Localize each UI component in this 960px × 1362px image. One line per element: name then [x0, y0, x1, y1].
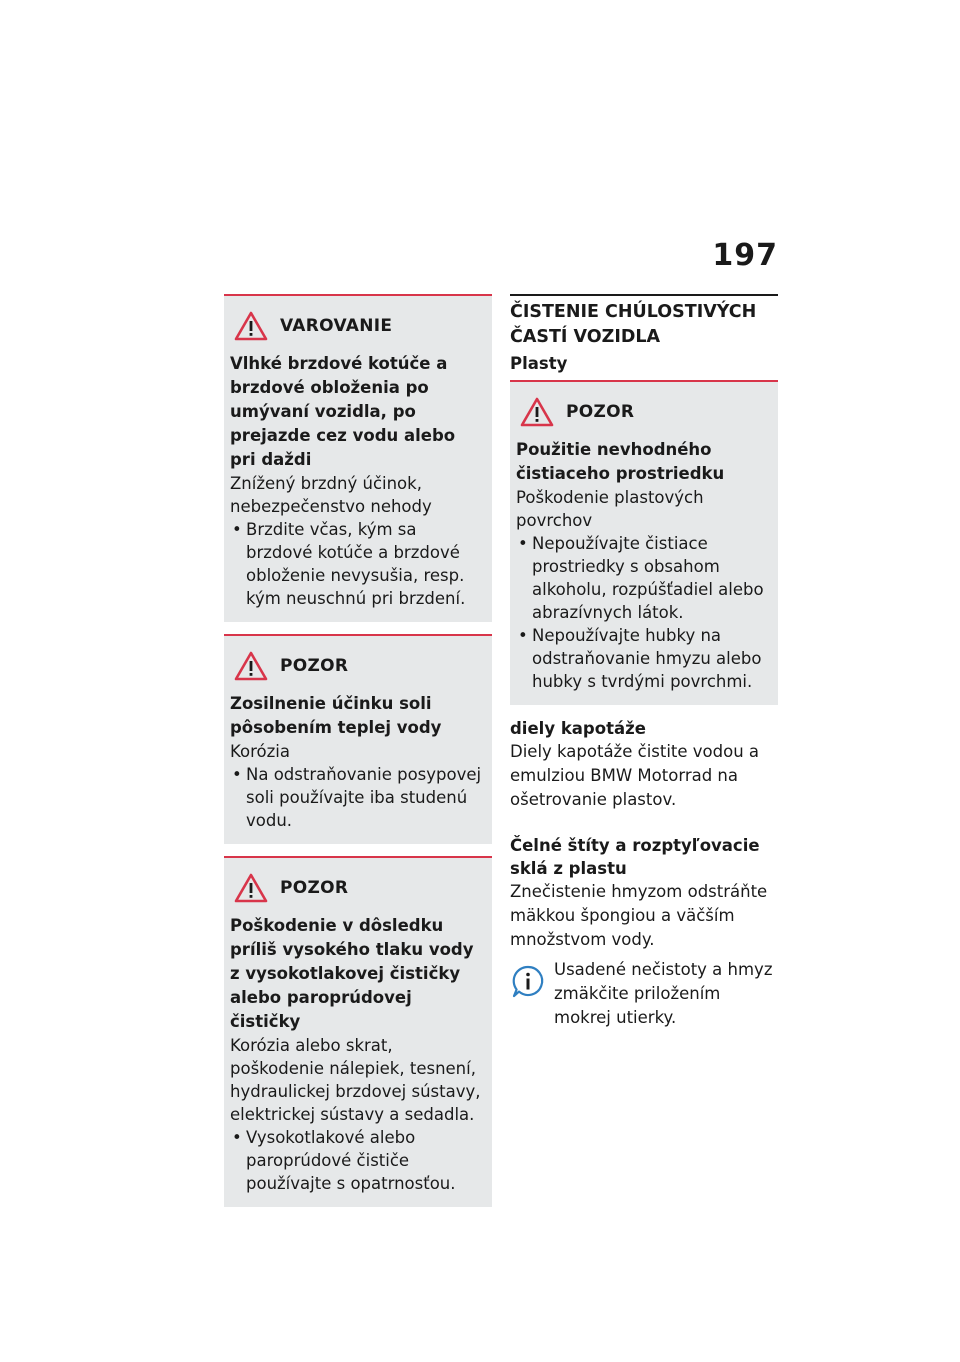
caution-bullets: [230, 763, 486, 832]
caution-box: [510, 380, 778, 705]
caution-title: Použitie nevhodného čistiaceho prostriedku: [516, 440, 725, 483]
warning-triangle-icon: [520, 397, 554, 427]
caution-title: Zosilnenie účinku soli pôsobením teplej vody: [230, 694, 442, 737]
subsection-title: Plasty: [510, 354, 568, 373]
warning-triangle-icon: [234, 651, 268, 681]
paragraph-text: Diely kapotáže čistite vodou a emulziou BMW Motorrad na ošetrovanie plastov.: [510, 742, 760, 809]
caution-label: POZOR: [566, 402, 635, 422]
caution-label: POZOR: [280, 656, 349, 676]
caution-text: Korózia alebo skrat, poškodenie nálepiek, tesnení, hydraulickej brzdovej sústavy, elektrickej sústavy a sedadla.: [230, 1036, 481, 1124]
info-text: Usadené nečistoty a hmyz zmäkčite priložením mokrej utierky.: [554, 960, 773, 1027]
warning-text: Znížený brzdný účinok, nebezpečenstvo nehody: [230, 474, 432, 516]
caution-text: Poškodenie plastových povrchov: [516, 488, 704, 530]
paragraph-text: Znečistenie hmyzom odstráňte mäkkou špongiou a väčším množstvom vody.: [510, 882, 768, 949]
caution-title: Poškodenie v dôsledku príliš vysokého tlaku vody z vysokotlakovej čističky alebo paroprúdovej čističky: [230, 916, 474, 1031]
caution-bullets: [230, 1126, 486, 1195]
warning-triangle-icon: [234, 873, 268, 903]
caution-box: [224, 634, 492, 844]
bullet-item: • Nepoužívajte hubky na odstraňovanie hmyzu alebo hubky s tvrdými povrchmi.: [516, 624, 772, 693]
bullet-item: • Nepoužívajte čistiace prostriedky s obsahom alkoholu, rozpúšťadiel alebo abrazívnych látok.: [516, 532, 772, 624]
warning-title: Vlhké brzdové kotúče a brzdové obloženia po umývaní vozidla, po prejazde cez vodu alebo pri daždi: [230, 354, 456, 469]
info-note: [510, 958, 778, 1030]
caution-header: [520, 396, 772, 428]
caution-header: [234, 650, 486, 682]
bullet-item: • Brzdite včas, kým sa brzdové kotúče a brzdové obloženie nevysušia, resp. kým neuschnú pri brzdení.: [230, 518, 486, 610]
page-number: 197: [712, 238, 778, 273]
caution-header: [234, 872, 486, 904]
caution-box: [224, 856, 492, 1207]
warning-triangle-icon: [234, 311, 268, 341]
paragraph-title: Čelné štíty a rozptyľovacie sklá z plastu: [510, 836, 760, 878]
info-icon: [510, 964, 546, 1000]
caution-bullets: [516, 532, 772, 693]
bullet-item: • Na odstraňovanie posypovej soli používajte iba studenú vodu.: [230, 763, 486, 832]
caution-label: POZOR: [280, 878, 349, 898]
warning-box: [224, 294, 492, 622]
right-column: [510, 294, 778, 1030]
left-column: [224, 294, 492, 1219]
section-title: ČISTENIE CHÚLOSTIVÝCH ČASTÍ VOZIDLA: [510, 294, 778, 350]
warning-header: [234, 310, 486, 342]
warning-label: VAROVANIE: [280, 316, 393, 336]
warning-bullets: [230, 518, 486, 610]
caution-text: Korózia: [230, 742, 290, 761]
bullet-item: • Vysokotlakové alebo paroprúdové čističe používajte s opatrnosťou.: [230, 1126, 486, 1195]
paragraph-title: diely kapotáže: [510, 719, 646, 738]
